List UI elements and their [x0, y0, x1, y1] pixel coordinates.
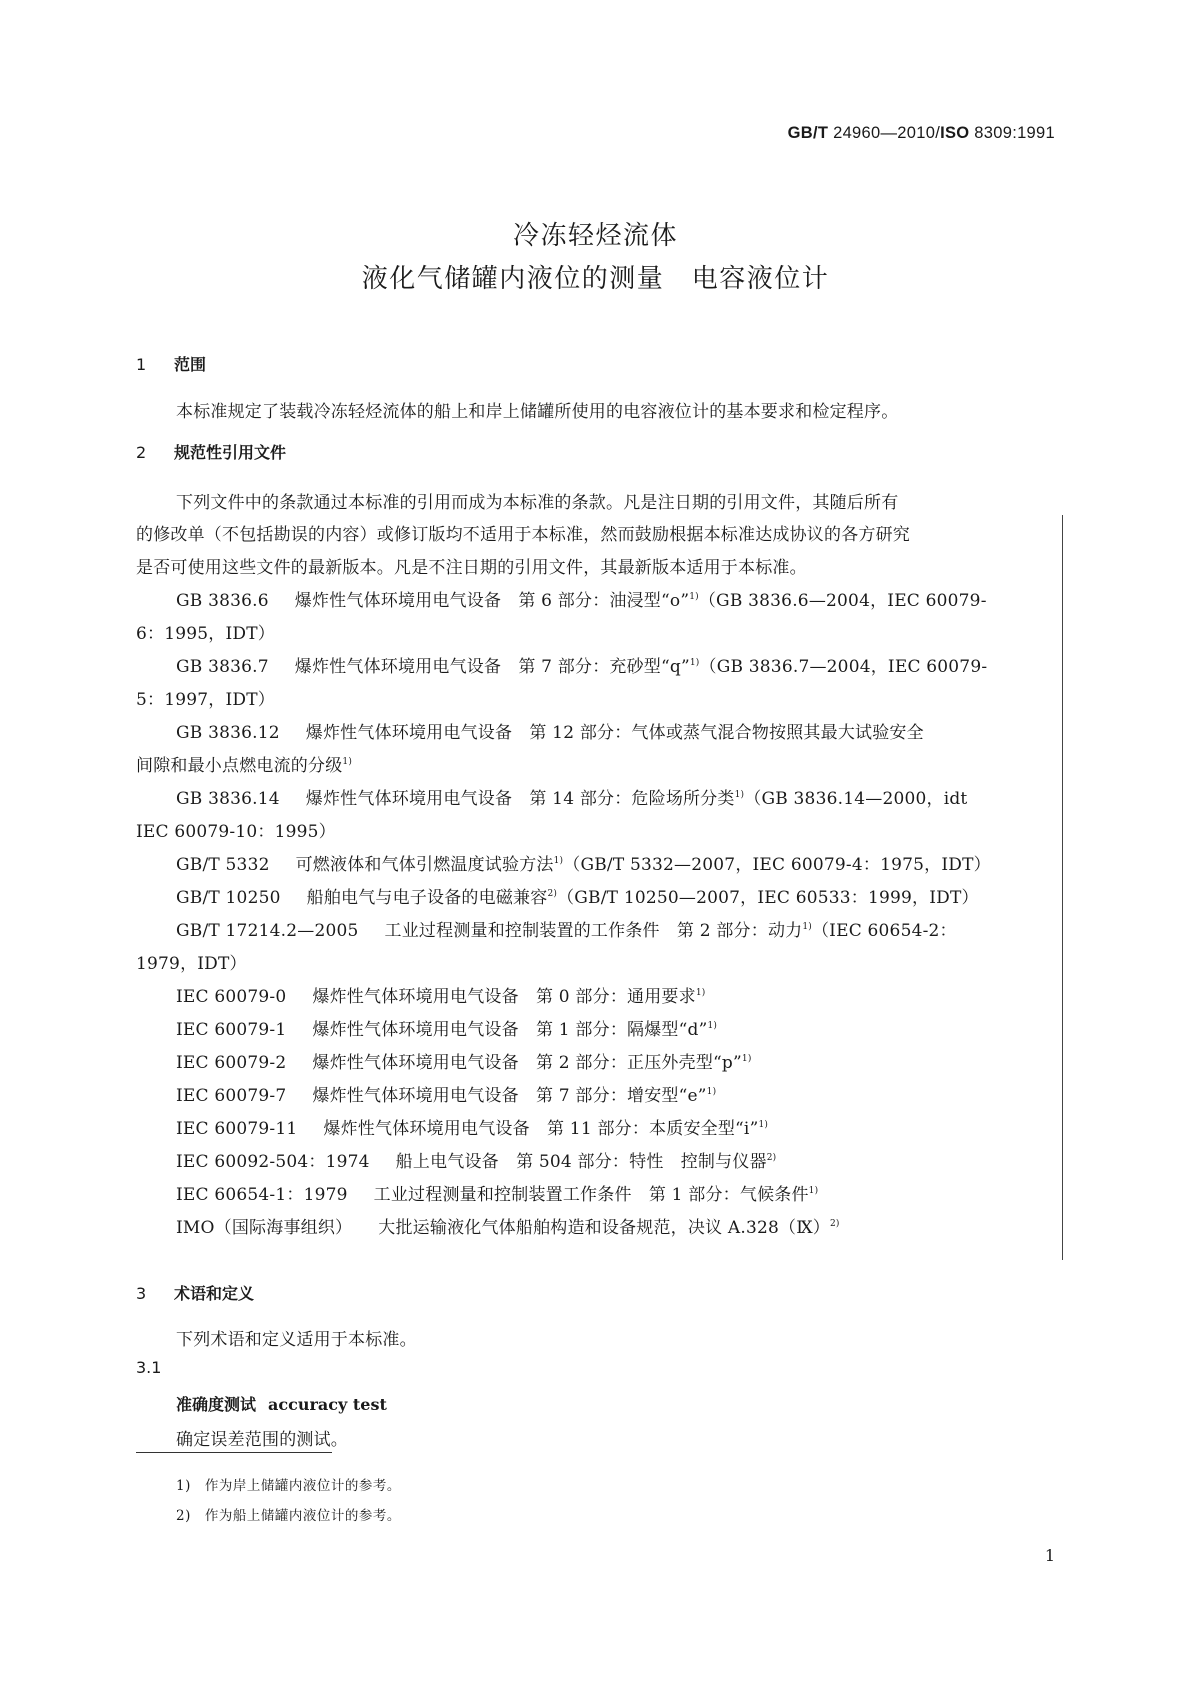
- reference-title: 爆炸性气体环境用电气设备 第 14 部分：危险场所分类: [305, 789, 735, 809]
- standard-code-number: 24960—2010/: [828, 124, 941, 142]
- reference-item-continued: 5：1997，IDT）: [136, 690, 275, 710]
- reference-item: [176, 652, 987, 677]
- reference-code: IEC 60079-11: [176, 1119, 298, 1139]
- reference-code: GB 3836.12: [176, 723, 280, 743]
- reference-item: [176, 1081, 716, 1106]
- footnote-ref: 2): [766, 1153, 777, 1163]
- reference-code: GB 3836.6: [176, 591, 269, 611]
- footnote-ref: 1): [741, 1054, 752, 1064]
- footnote-ref: 1): [689, 592, 699, 602]
- reference-equivalent: （GB 3836.7—2004，IEC 60079-: [699, 657, 988, 677]
- normative-intro-line: 下列文件中的条款通过本标准的引用而成为本标准的条款。凡是注日期的引用文件，其随后所有: [176, 493, 899, 513]
- term-definition: 确定误差范围的测试。: [176, 1430, 348, 1450]
- reference-item: [176, 586, 987, 611]
- footnote-divider: [136, 1452, 332, 1453]
- section-number: 3: [136, 1284, 147, 1303]
- title-line-1: 冷冻轻烃流体: [512, 221, 678, 251]
- reference-title: 爆炸性气体环境用电气设备 第 11 部分：本质安全型“i”: [323, 1119, 759, 1139]
- reference-item-continued: 1979，IDT）: [136, 954, 247, 974]
- reference-code: IEC 60079-7: [176, 1086, 287, 1106]
- footnote-ref: 1): [802, 922, 812, 932]
- standard-code: [788, 124, 1055, 143]
- reference-title: 船舶电气与电子设备的电磁兼容: [306, 888, 548, 908]
- reference-code: GB 3836.14: [176, 789, 280, 809]
- section-number: 2: [136, 443, 147, 462]
- reference-equivalent: （GB/T 10250—2007，IEC 60533：1999，IDT）: [557, 888, 979, 908]
- footnote: [176, 1474, 401, 1494]
- normative-intro-line: 是否可使用这些文件的最新版本。凡是不注日期的引用文件，其最新版本适用于本标准。: [136, 558, 807, 578]
- reference-title: 爆炸性气体环境用电气设备 第 7 部分：增安型“e”: [312, 1086, 707, 1106]
- reference-code: GB/T 10250: [176, 888, 281, 908]
- reference-title-continued: 间隙和最小点燃电流的分级: [136, 756, 343, 776]
- reference-code: IEC 60092-504：1974: [176, 1152, 370, 1172]
- section-heading-scope: [136, 352, 206, 375]
- reference-item: [176, 1048, 752, 1073]
- footnote-ref: 1): [706, 1087, 717, 1097]
- section-heading-terms: [136, 1281, 254, 1304]
- iso-number: 8309:1991: [969, 124, 1055, 142]
- reference-code: IEC 60654-1：1979: [176, 1185, 348, 1205]
- footnote-text: 作为岸上储罐内液位计的参考。: [204, 1478, 401, 1494]
- section-title: 规范性引用文件: [174, 443, 287, 462]
- reference-item-continued: 6：1995，IDT）: [136, 624, 275, 644]
- iso-prefix: ISO: [940, 124, 970, 142]
- page-number: 1: [1044, 1546, 1055, 1565]
- footnote-ref: 1): [695, 988, 706, 998]
- footnote-ref: 1): [758, 1120, 769, 1130]
- reference-equivalent: （GB 3836.14—2000，idt: [744, 789, 968, 809]
- footnote: [176, 1504, 401, 1524]
- reference-item: [176, 784, 967, 809]
- reference-code: IEC 60079-1: [176, 1020, 287, 1040]
- reference-code: GB 3836.7: [176, 657, 269, 677]
- footnote-mark: 1): [176, 1478, 191, 1494]
- footnote-ref: 1): [689, 658, 700, 668]
- footnote-mark: 2): [176, 1508, 191, 1524]
- reference-item: [176, 1147, 776, 1172]
- reference-title: 爆炸性气体环境用电气设备 第 1 部分：隔爆型“d”: [312, 1020, 708, 1040]
- reference-title: 船上电气设备 第 504 部分：特性 控制与仪器: [395, 1152, 767, 1172]
- reference-item: [176, 883, 979, 908]
- revision-bar: [1062, 515, 1063, 1260]
- reference-code: IEC 60079-0: [176, 987, 287, 1007]
- reference-item: [176, 1213, 840, 1238]
- reference-equivalent: （IEC 60654-2：: [811, 921, 957, 941]
- footnote-text: 作为船上储罐内液位计的参考。: [204, 1508, 401, 1524]
- reference-equivalent: （GB/T 5332—2007，IEC 60079-4：1975，IDT）: [563, 855, 991, 875]
- reference-item: [176, 1015, 717, 1040]
- reference-item: [176, 850, 991, 875]
- reference-item-continued: [136, 751, 352, 776]
- reference-title: 爆炸性气体环境用电气设备 第 6 部分：油浸型“o”: [294, 591, 690, 611]
- title-line-2: 液化气储罐内液位的测量 电容液位计: [361, 264, 830, 294]
- term-chinese: 准确度测试: [176, 1395, 257, 1414]
- footnote-ref: 2): [547, 889, 558, 899]
- reference-title: 爆炸性气体环境用电气设备 第 2 部分：正压外壳型“p”: [312, 1053, 742, 1073]
- footnote-ref: 1): [553, 856, 564, 866]
- term-heading: [176, 1392, 387, 1415]
- footnote-ref: 2): [830, 1219, 840, 1229]
- reference-equivalent: （GB 3836.6—2004，IEC 60079-: [698, 591, 987, 611]
- reference-title: 爆炸性气体环境用电气设备 第 0 部分：通用要求: [312, 987, 696, 1007]
- terms-intro: 下列术语和定义适用于本标准。: [176, 1330, 417, 1350]
- reference-title: 工业过程测量和控制装置的工作条件 第 2 部分：动力: [384, 921, 803, 941]
- section-number: 1: [136, 355, 147, 374]
- reference-title: 爆炸性气体环境用电气设备 第 12 部分：气体或蒸气混合物按照其最大试验安全: [305, 723, 924, 743]
- reference-code: GB/T 17214.2—2005: [176, 921, 359, 941]
- footnote-ref: 1): [707, 1021, 718, 1031]
- section-heading-normative-references: [136, 440, 286, 463]
- section-title: 术语和定义: [174, 1284, 255, 1303]
- normative-intro-line: 的修改单（不包括勘误的内容）或修订版均不适用于本标准，然而鼓励根据本标准达成协议的各方研究: [136, 525, 910, 545]
- section-title: 范围: [174, 355, 207, 374]
- reference-title: 可燃液体和气体引燃温度试验方法: [295, 855, 554, 875]
- reference-title: 爆炸性气体环境用电气设备 第 7 部分：充砂型“q”: [294, 657, 690, 677]
- reference-item: [176, 982, 705, 1007]
- footnote-ref: 1): [342, 757, 353, 767]
- reference-item: [176, 1180, 818, 1205]
- reference-title: 工业过程测量和控制装置工作条件 第 1 部分：气候条件: [373, 1185, 809, 1205]
- scope-paragraph: 本标准规定了装载冷冻轻烃流体的船上和岸上储罐所使用的电容液位计的基本要求和检定程序。: [176, 402, 899, 422]
- footnote-ref: 1): [734, 790, 745, 800]
- standard-code-prefix: GB/T: [787, 124, 829, 142]
- reference-item-continued: IEC 60079-10：1995）: [136, 822, 336, 842]
- reference-item: [176, 718, 924, 743]
- term-number: 3.1: [136, 1358, 162, 1377]
- reference-code: IEC 60079-2: [176, 1053, 287, 1073]
- reference-item: [176, 1114, 768, 1139]
- reference-item: [176, 916, 957, 941]
- footnote-ref: 1): [808, 1186, 819, 1196]
- reference-code: IMO（国际海事组织）: [176, 1218, 353, 1238]
- term-english: accuracy test: [268, 1395, 387, 1414]
- reference-code: GB/T 5332: [176, 855, 270, 875]
- reference-title: 大批运输液化气体船舶构造和设备规范，决议 A.328（Ⅸ）: [378, 1218, 830, 1238]
